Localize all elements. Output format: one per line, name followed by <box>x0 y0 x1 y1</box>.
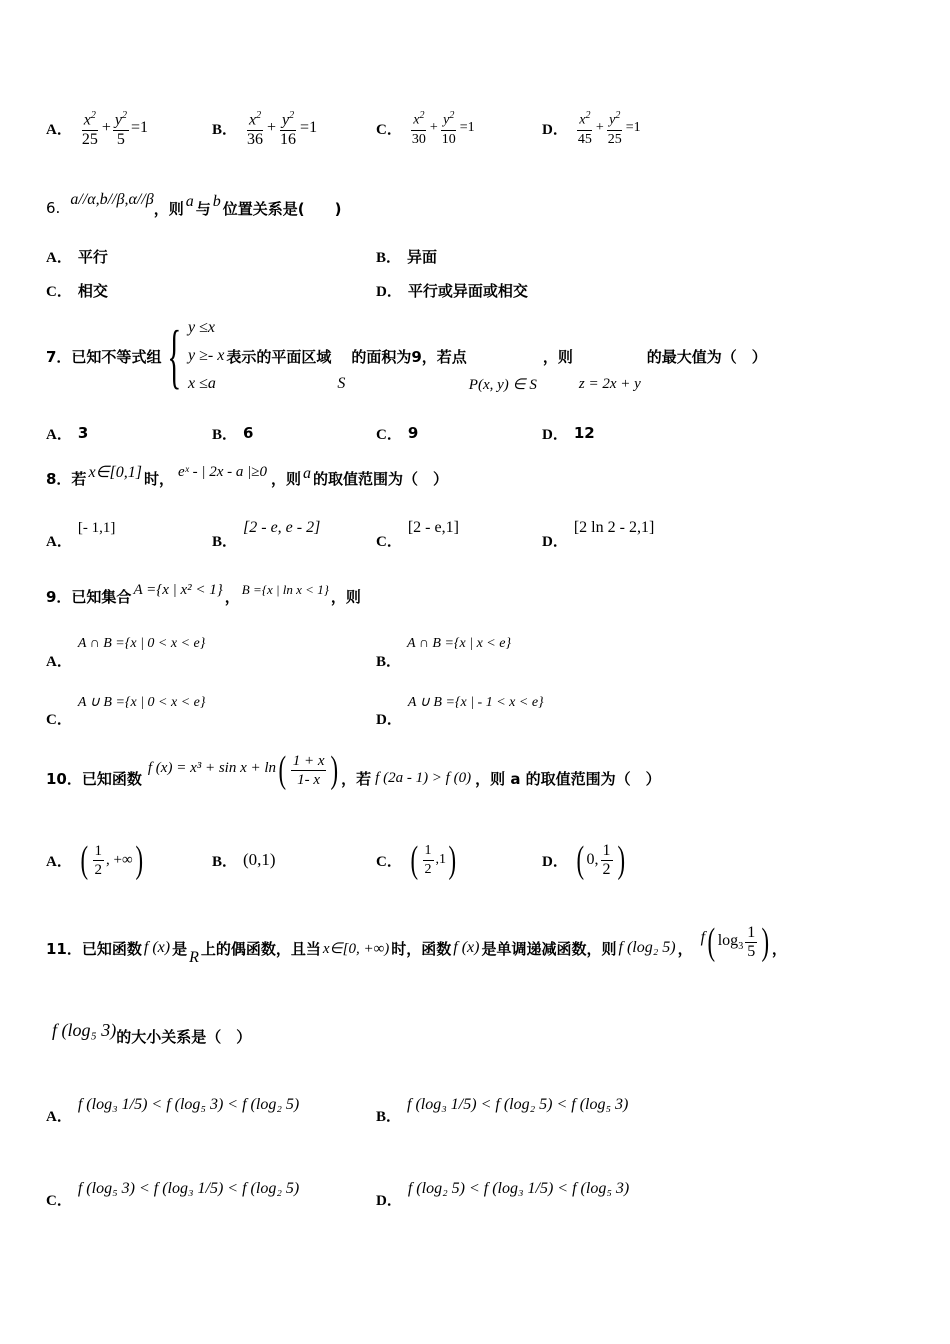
q10-options <box>46 832 930 888</box>
q9-options-row1 <box>46 630 930 674</box>
q8-options <box>46 512 930 556</box>
q6-option-d: D． 平行或异面或相交 <box>376 281 528 300</box>
q6-option-c: C． 相交 <box>46 281 108 300</box>
q9-option-a: A． A ∩ B ={x | 0 < x < e} <box>46 636 206 670</box>
q11-options-row1 <box>46 1080 930 1130</box>
q11-options-row2 <box>46 1164 930 1214</box>
q6-option-a: A． 平行 <box>46 247 108 266</box>
q9-stem: 9．已知集合 A ={x | x² < 1} ， B ={x | ln x < 1} ，则 <box>46 581 361 606</box>
q11-option-d: D． f (log₂ 5) < f (log₃ 1/5) < f (log₅ 3) <box>376 1180 630 1209</box>
q7-option-a: A． 3 <box>46 424 89 443</box>
q8-option-b: B． [2 - e, e - 2] <box>212 519 321 550</box>
q7-option-d: D． 12 <box>542 424 595 443</box>
q8-option-d: D． [2 ln 2 - 2,1] <box>542 519 655 550</box>
q5-option-c: C． $\frac{x^2}{30}$ + $\frac{y^2}{10}$ =1 <box>376 106 475 150</box>
q7-option-b: B． 6 <box>212 424 254 443</box>
inequality-system: { y ≤x y ≥- x x ≤a <box>167 316 225 396</box>
q5-options <box>46 106 930 150</box>
q6-option-b: B． 异面 <box>376 247 438 266</box>
q10-option-a: A． ( $\frac{1}{2}$ , +∞ ) <box>46 839 143 881</box>
q6-options-row2 <box>46 270 930 310</box>
q10-option-d: D． ( 0, $\frac{1}{2}$ ) <box>542 839 625 881</box>
q6-stem: 6. a//α,b//β,α//β ，则 a 与 b 位置关系是( ) <box>46 191 342 218</box>
q10-option-c: C． ( $\frac{1}{2}$ ,1 ) <box>376 839 457 881</box>
q7-option-c: C． 9 <box>376 424 419 443</box>
q5-option-b: B． $\frac{x^2}{36}$ + $\frac{y^2}{16}$ =1 <box>212 106 317 150</box>
q10-option-b: B． (0,1) <box>212 850 276 870</box>
q8-stem: 8．若 x∈[0,1] 时， eˣ - | 2x - a |≥0 ，则 a 的取值范围为（ ） <box>46 463 449 488</box>
q9-option-d: D． A ∪ B ={x | - 1 < x < e} <box>376 694 544 728</box>
q11-stem: 11．已知函数 f (x) 是 R 上的偶函数，且当 x∈[0, +∞) 时，函数 f (x) 是单调递减函数，则 f (log₂ 5) ， f ( $\log_3$ $\frac{1}{5}$ ) ， <box>46 921 787 966</box>
q9-options-row2 <box>46 688 930 732</box>
q7-stem: 7．已知不等式组 { y ≤x y ≥- x x ≤a 表示的平面区域 S 的面积为9，若点 P(x, y) ∈ S ，则 z = 2x + y 的最大值为（ ） <box>46 316 767 396</box>
q11-stem-line2: f (log₅ 3) 的大小关系是（ ） <box>52 1019 252 1046</box>
q8-option-a: A． [- 1,1] <box>46 519 116 550</box>
q7-options <box>46 413 930 453</box>
q5-option-a: A． $\frac{x^2}{25}$ + $\frac{y^2}{5}$ =1 <box>46 106 148 150</box>
q11-option-a: A． f (log₃ 1/5) < f (log₅ 3) < f (log₂ 5) <box>46 1096 300 1125</box>
q11-option-b: B． f (log₃ 1/5) < f (log₂ 5) < f (log₅ 3) <box>376 1096 629 1125</box>
q9-option-c: C． A ∪ B ={x | 0 < x < e} <box>46 694 206 728</box>
q10-stem: 10．已知函数 f (x) = x³ + sin x + ln ( $\frac{1 + x}{1- x}$ ) ，若 f (2a - 1) > f (0) ，则 a 的取值范围为（ ） <box>46 749 661 791</box>
q9-option-b: B． A ∩ B ={x | x < e} <box>376 636 512 670</box>
q5-option-d: D． $\frac{x^2}{45}$ + $\frac{y^2}{25}$ =1 <box>542 106 641 150</box>
q11-option-c: C． f (log₅ 3) < f (log₃ 1/5) < f (log₂ 5) <box>46 1180 300 1209</box>
q8-option-c: C． [2 - e,1] <box>376 519 459 550</box>
